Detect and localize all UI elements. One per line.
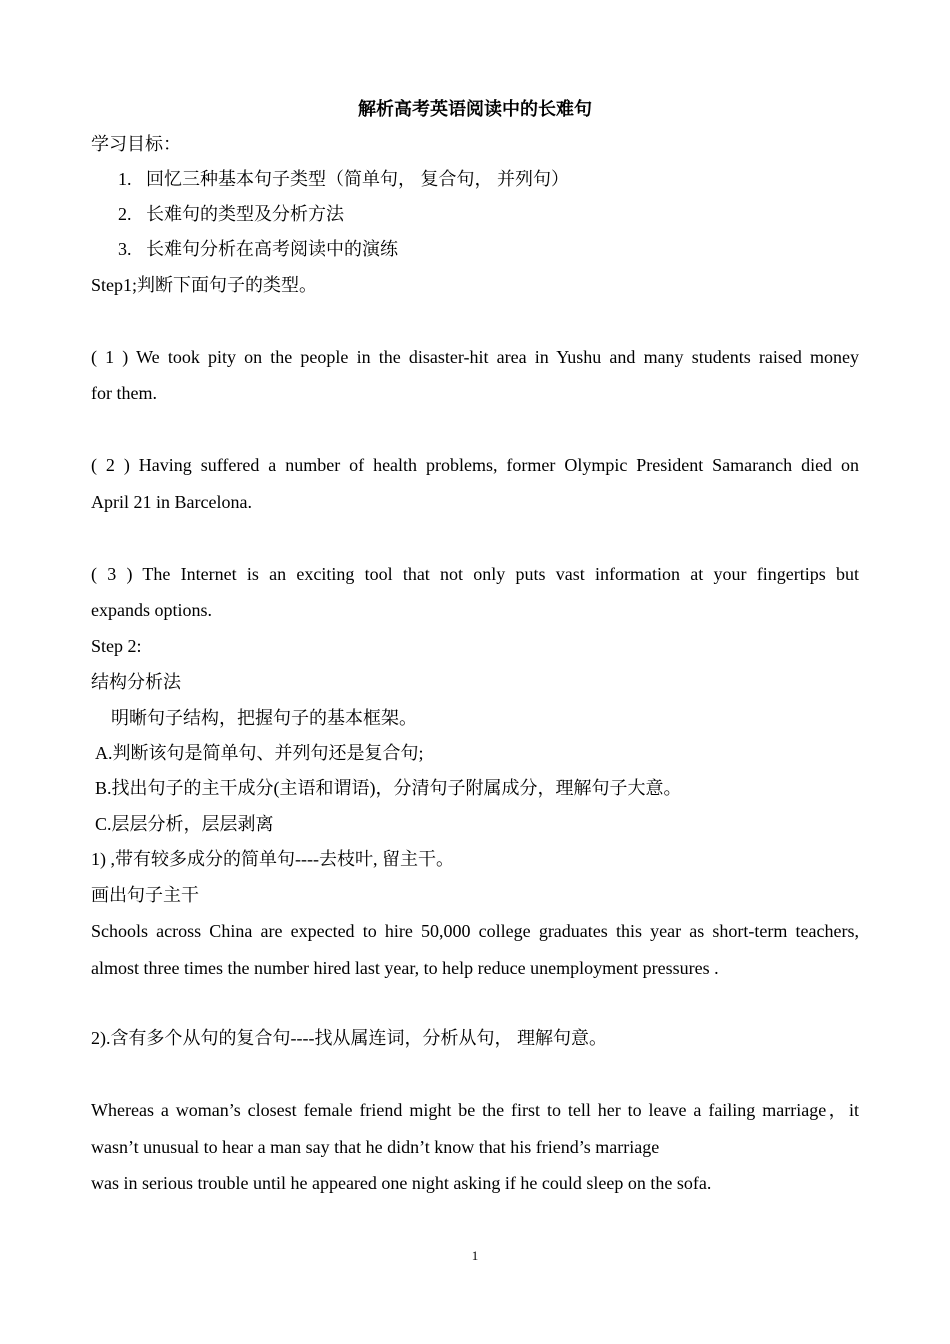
sentence-2-line1: ( 2 ) Having suffered a number of health problems, former Olympic President Samaranch died on	[91, 455, 859, 475]
sentence-3-line2: expands options.	[91, 600, 212, 620]
method-point-a: A.判断该句是简单句、并列句还是复合句;	[95, 743, 424, 763]
sentence-2-line2: April 21 in Barcelona.	[91, 492, 252, 512]
objective-item	[118, 238, 398, 260]
step2-heading: Step 2:	[91, 636, 142, 656]
objective-item	[118, 168, 569, 190]
sentence-1-line1: ( 1 ) We took pity on the people in the disaster-hit area in Yushu and many students raised money	[91, 347, 859, 367]
objective-number: 2.	[118, 204, 132, 224]
part1-heading: 1) ,带有较多成分的简单句----去枝叶, 留主干。	[91, 849, 454, 869]
part2-example-line1: Whereas a woman’s closest female friend might be the first to tell her to leave a failing marriage，it	[91, 1100, 859, 1120]
part2-heading: 2).含有多个从句的复合句----找从属连词，分析从句， 理解句意。	[91, 1028, 607, 1048]
part1-example-line2: almost three times the number hired last year, to help reduce unemployment pressures .	[91, 958, 719, 978]
objective-text: 回忆三种基本句子类型（简单句， 复合句， 并列句）	[146, 169, 569, 189]
objective-number: 1.	[118, 169, 132, 189]
objective-number: 3.	[118, 239, 132, 259]
part1-example-line1: Schools across China are expected to hire 50,000 college graduates this year as short-term teachers,	[91, 921, 859, 941]
sentence-1-line2: for them.	[91, 383, 157, 403]
part2-example-line3: was in serious trouble until he appeared one night asking if he could sleep on the sofa.	[91, 1173, 712, 1193]
page-number: 1	[471, 1248, 479, 1263]
objective-item	[118, 203, 344, 225]
method-point-b: B.找出句子的主干成分(主语和谓语)，分清句子附属成分，理解句子大意。	[95, 778, 682, 798]
part2-example-line2: wasn’t unusual to hear a man say that he didn’t know that his friend’s marriage	[91, 1137, 660, 1157]
part1-task: 画出句子主干	[91, 885, 199, 905]
objective-text: 长难句分析在高考阅读中的演练	[146, 239, 398, 259]
method-point-c: C.层层分析，层层剥离	[95, 814, 274, 834]
page-title: 解析高考英语阅读中的长难句	[358, 99, 592, 119]
method-heading: 结构分析法	[91, 672, 181, 692]
method-intro: 明晰句子结构，把握句子的基本框架。	[111, 708, 417, 728]
objectives-heading: 学习目标：	[91, 134, 181, 154]
step1-heading: Step1;判断下面句子的类型。	[91, 275, 318, 295]
objective-text: 长难句的类型及分析方法	[146, 204, 344, 224]
sentence-3-line1: ( 3 ) The Internet is an exciting tool that not only puts vast information at your fingertips but	[91, 564, 859, 584]
